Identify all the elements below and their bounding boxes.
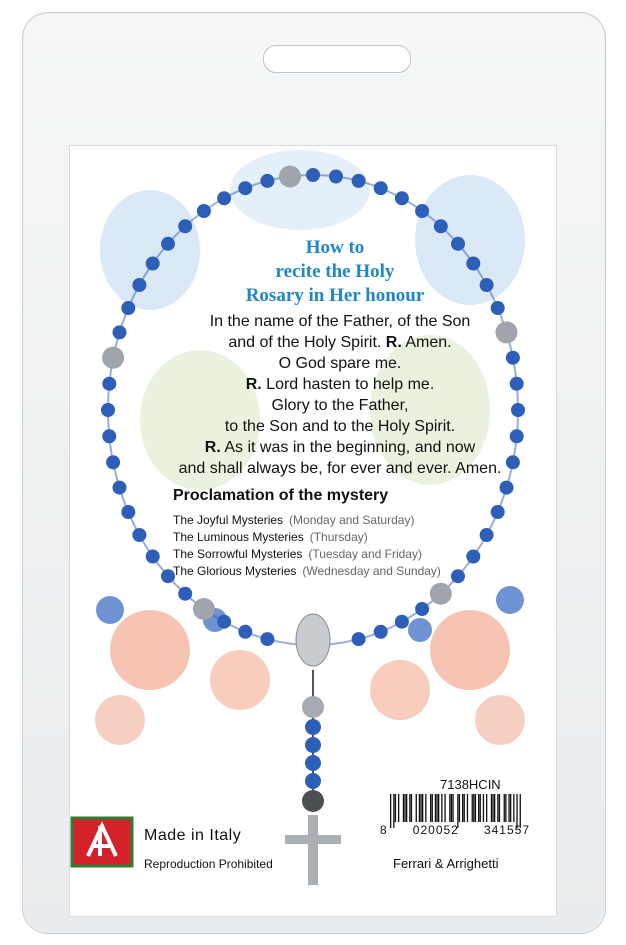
barcode-bar [406, 794, 407, 822]
rosary-bead [197, 204, 211, 218]
fa-logo-icon [72, 818, 132, 866]
prayer-line: and shall always be, for ever and ever. Amen. [178, 460, 502, 477]
barcode-bar [411, 794, 412, 822]
rosary-bead [395, 615, 409, 629]
barcode-bar [449, 794, 450, 822]
barcode-bar [480, 794, 481, 822]
rosary-bead [466, 550, 480, 564]
rosary-bead [102, 377, 116, 391]
barcode-bar [486, 794, 487, 822]
barcode-bar [494, 794, 495, 822]
rosary-bead [121, 301, 135, 315]
rosary-bead [500, 481, 514, 495]
rosary-large-bead [193, 598, 215, 620]
mystery-heading: Proclamation of the mystery [173, 487, 389, 504]
barcode-bar [505, 794, 506, 822]
made-in-label: Made in Italy [144, 827, 242, 844]
rosary-bead [451, 569, 465, 583]
rosary-bead [146, 257, 160, 271]
barcode-bar [452, 794, 453, 822]
rosary-bead [434, 219, 448, 233]
rosary-bead [101, 403, 115, 417]
barcode-bar [462, 794, 463, 822]
barcode-bar [416, 794, 417, 822]
barcode-bar [395, 794, 396, 822]
list-item: The Luminous Mysteries (Thursday) [173, 530, 368, 544]
list-item: The Glorious Mysteries (Wednesday and Sunday) [173, 564, 441, 578]
product-code: 7138HCIN [440, 777, 501, 792]
rosary-bead [466, 257, 480, 271]
barcode-bar [492, 794, 493, 822]
rosary-bead [306, 168, 320, 182]
prayer-line: to the Son and to the Holy Spirit. [224, 418, 456, 435]
rosary-bead [329, 170, 343, 184]
mystery-list [173, 512, 441, 580]
title-line: How to [305, 237, 365, 258]
barcode-bar [475, 794, 476, 822]
rosary-bead [161, 237, 175, 251]
barcode-bar [420, 794, 421, 822]
rosary-bead [132, 278, 146, 292]
barcode-bar [425, 794, 426, 822]
rosary-bead [121, 505, 135, 519]
barcode-bar [472, 794, 473, 822]
title-line: recite the Holy [275, 261, 395, 282]
rosary-bead [178, 587, 192, 601]
rosary-bead [260, 174, 274, 188]
rosary-large-bead [430, 583, 452, 605]
barcode-bar [438, 794, 439, 822]
barcode-bar [441, 794, 442, 822]
barcode-bar [473, 794, 474, 822]
barcode-bar [432, 794, 433, 822]
rosary-bead [113, 325, 127, 339]
title-line: Rosary in Her honour [245, 285, 425, 306]
barcode-bar [464, 794, 465, 822]
rosary-bead [238, 625, 252, 639]
barcode-bar [459, 794, 460, 822]
rosary-bead [415, 204, 429, 218]
barcode-bar [398, 794, 399, 822]
prayer-line: R. As it was in the beginning, and now [204, 439, 476, 456]
prayer-line: and of the Holy Spirit. R. Amen. [228, 334, 452, 351]
barcode-bar [436, 794, 437, 822]
barcode-bar [409, 794, 410, 822]
rosary-large-bead [279, 166, 301, 188]
rosary-bead [491, 505, 505, 519]
rosary-bead [102, 429, 116, 443]
rosary-bead [113, 481, 127, 495]
prayer-line: O God spare me. [278, 355, 402, 372]
barcode-bar [491, 794, 492, 822]
barcode-number: 8 020052 341557 [380, 823, 530, 837]
crucifix-icon [285, 815, 341, 885]
rosary-bead [238, 181, 252, 195]
card-title [210, 236, 460, 308]
rosary-bead [178, 219, 192, 233]
rosary-bead [374, 625, 388, 639]
rosary-bead [480, 278, 494, 292]
rosary-bead [395, 191, 409, 205]
barcode-bar [508, 794, 509, 822]
barcode-bar [510, 794, 511, 822]
list-item: The Sorrowful Mysteries (Tuesday and Friday) [173, 547, 422, 561]
barcode-bar [504, 794, 505, 822]
barcode-bar [444, 794, 445, 822]
barcode-bar [422, 794, 423, 822]
barcode-bar [497, 794, 498, 822]
reproduction-notice: Reproduction Prohibited [144, 857, 273, 871]
barcode-bar [404, 794, 405, 822]
prayer-line: R. Lord hasten to help me. [245, 376, 435, 393]
rosary-bead [106, 455, 120, 469]
rosary-bead [352, 174, 366, 188]
prayer-line: In the name of the Father, of the Son [209, 313, 471, 330]
barcode-bar [435, 794, 436, 822]
barcode-bar [467, 794, 468, 822]
rosary-bead [217, 191, 231, 205]
rosary-bead [260, 632, 274, 646]
brand-name: Ferrari & Arrighetti [393, 856, 499, 871]
rosary-bead [146, 550, 160, 564]
barcode-bar [513, 794, 514, 822]
list-item: The Joyful Mysteries (Monday and Saturday) [173, 513, 415, 527]
barcode-bar [483, 794, 484, 822]
prayer-line: Glory to the Father, [271, 397, 409, 414]
barcode-bar [430, 794, 431, 822]
barcode-bar [499, 794, 500, 822]
rosary-bead [415, 602, 429, 616]
rosary-bead [374, 181, 388, 195]
rosary-bead [132, 528, 146, 542]
barcode-bar [451, 794, 452, 822]
barcode-bar [478, 794, 479, 822]
rosary-bead [352, 632, 366, 646]
barcode-bar [403, 794, 404, 822]
rosary-bead [217, 615, 231, 629]
rosary-large-bead [102, 347, 124, 369]
barcode-bar [419, 794, 420, 822]
opening-prayer [150, 311, 530, 479]
rosary-bead [480, 528, 494, 542]
